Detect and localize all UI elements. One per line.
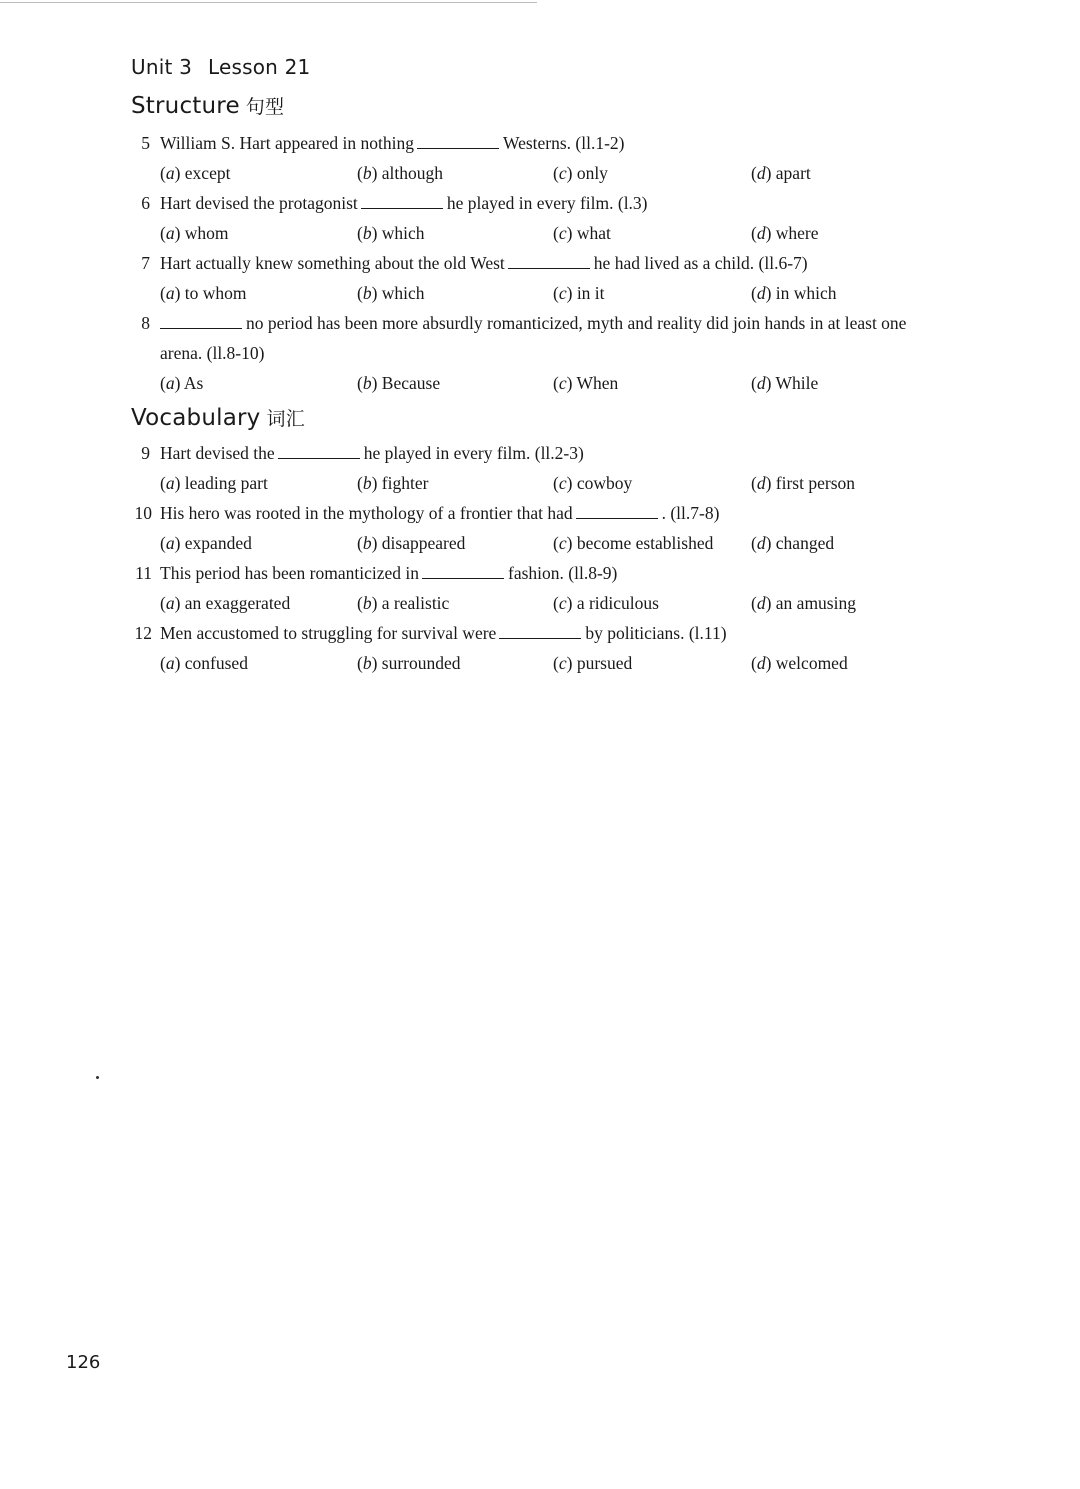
- option-letter: b: [362, 473, 372, 493]
- option-letter: b: [362, 533, 372, 553]
- option-letter: b: [362, 163, 372, 183]
- option-letter: d: [756, 533, 766, 553]
- question-number: 12: [134, 623, 152, 643]
- option-text: whom: [184, 223, 229, 243]
- option-a: (a) to whom: [160, 283, 247, 303]
- lesson-label: Lesson 21: [208, 55, 311, 79]
- option-text: disappeared: [381, 533, 466, 553]
- option-text: except: [184, 163, 231, 183]
- question-text-before: William S. Hart appeared in nothing: [160, 133, 414, 153]
- option-c: (c) a ridiculous: [553, 593, 659, 613]
- option-letter: c: [558, 163, 567, 183]
- option-c: (c) cowboy: [553, 473, 633, 493]
- question-number: 7: [141, 253, 150, 273]
- option-letter: b: [362, 653, 372, 673]
- option-text: fighter: [381, 473, 429, 493]
- option-b: (b) which: [357, 283, 425, 303]
- option-letter: a: [165, 163, 175, 183]
- option-text: surrounded: [381, 653, 461, 673]
- option-text: although: [381, 163, 444, 183]
- option-letter: a: [165, 283, 175, 303]
- option-letter: b: [362, 373, 372, 393]
- question-number: 10: [134, 503, 152, 523]
- option-text: what: [576, 223, 611, 243]
- stray-dot: [96, 1076, 99, 1079]
- option-c: (c) only: [553, 163, 608, 183]
- question-text: [160, 442, 584, 464]
- answer-blank: [508, 255, 590, 269]
- option-text: to whom: [184, 283, 247, 303]
- answer-blank: [278, 445, 360, 459]
- question-text: [160, 132, 625, 154]
- option-letter: d: [756, 373, 766, 393]
- option-d: (d) first person: [751, 473, 856, 493]
- option-letter: b: [362, 593, 372, 613]
- option-c: (c) become established: [553, 533, 714, 553]
- option-b: (b) a realistic: [357, 593, 450, 613]
- option-text: which: [381, 283, 425, 303]
- option-letter: c: [558, 223, 567, 243]
- section-title: [131, 404, 305, 431]
- option-letter: b: [362, 223, 372, 243]
- option-a: (a) except: [160, 163, 231, 183]
- option-text: leading part: [184, 473, 268, 493]
- option-c: (c) pursued: [553, 653, 633, 673]
- option-a: (a) expanded: [160, 533, 252, 553]
- question-text: [160, 622, 727, 644]
- option-letter: a: [165, 593, 175, 613]
- question-text: [160, 192, 648, 214]
- question-text-after: . (ll.7-8): [661, 503, 720, 523]
- question-text: [160, 562, 617, 584]
- option-text: become established: [576, 533, 714, 553]
- option-letter: d: [756, 593, 766, 613]
- option-letter: d: [756, 283, 766, 303]
- option-text: first person: [775, 473, 856, 493]
- option-text: which: [381, 223, 425, 243]
- question-continuation-text: arena. (ll.8-10): [160, 343, 265, 363]
- option-d: (d) in which: [751, 283, 837, 303]
- answer-blank: [576, 505, 658, 519]
- option-letter: c: [558, 533, 567, 553]
- question-text-before: Hart devised the protagonist: [160, 193, 358, 213]
- option-text: Because: [381, 373, 441, 393]
- section-title-en: Vocabulary: [131, 405, 261, 431]
- option-letter: c: [558, 473, 567, 493]
- option-text: welcomed: [775, 653, 848, 673]
- question-text-after: Westerns. (ll.1-2): [502, 133, 625, 153]
- option-b: (b) fighter: [357, 473, 429, 493]
- option-letter: c: [558, 283, 567, 303]
- option-text: an exaggerated: [184, 593, 291, 613]
- option-b: (b) disappeared: [357, 533, 466, 553]
- page-number: 126: [66, 1352, 101, 1373]
- option-text: where: [775, 223, 819, 243]
- option-d: (d) an amusing: [751, 593, 856, 613]
- question-text-after: he played in every film. (l.3): [446, 193, 648, 213]
- answer-blank: [417, 135, 499, 149]
- unit-label: Unit 3: [131, 55, 192, 79]
- option-c: (c) in it: [553, 283, 605, 303]
- section-title-en: Structure: [131, 93, 240, 119]
- question-text-after: he had lived as a child. (ll.6-7): [593, 253, 808, 273]
- option-text: pursued: [576, 653, 633, 673]
- option-b: (b) although: [357, 163, 444, 183]
- option-b: (b) Because: [357, 373, 441, 393]
- option-d: (d) changed: [751, 533, 835, 553]
- question-text-before: Men accustomed to struggling for survival were: [160, 623, 497, 643]
- question-text-after: he played in every film. (ll.2-3): [363, 443, 584, 463]
- option-letter: d: [756, 163, 766, 183]
- question-number: 5: [141, 133, 150, 153]
- option-letter: a: [165, 473, 175, 493]
- running-head: [131, 55, 310, 79]
- option-a: (a) As: [160, 373, 204, 393]
- question-number: 11: [135, 563, 152, 583]
- answer-blank: [422, 565, 504, 579]
- option-text: apart: [775, 163, 811, 183]
- option-letter: a: [165, 223, 175, 243]
- question-text: [160, 502, 719, 524]
- option-text: expanded: [184, 533, 252, 553]
- option-text: only: [576, 163, 608, 183]
- option-letter: c: [558, 593, 567, 613]
- option-b: (b) which: [357, 223, 425, 243]
- section-title-cn: 句型: [245, 96, 285, 118]
- option-c: (c) what: [553, 223, 611, 243]
- option-d: (d) While: [751, 373, 819, 393]
- question-text-before: Hart actually knew something about the old West: [160, 253, 505, 273]
- option-a: (a) confused: [160, 653, 248, 673]
- question-number: 8: [141, 313, 150, 333]
- question-number: 9: [141, 443, 150, 463]
- question-text: [160, 252, 808, 274]
- option-a: (a) leading part: [160, 473, 268, 493]
- option-text: While: [775, 373, 819, 393]
- option-text: changed: [775, 533, 835, 553]
- answer-blank: [499, 625, 581, 639]
- option-d: (d) welcomed: [751, 653, 848, 673]
- option-text: When: [576, 373, 619, 393]
- option-letter: b: [362, 283, 372, 303]
- option-text: in it: [576, 283, 605, 303]
- option-a: (a) an exaggerated: [160, 593, 291, 613]
- section-title-cn: 词汇: [266, 408, 305, 430]
- option-d: (d) where: [751, 223, 819, 243]
- option-d: (d) apart: [751, 163, 811, 183]
- option-letter: a: [165, 533, 175, 553]
- question-number: 6: [141, 193, 150, 213]
- question-text: [160, 312, 906, 334]
- answer-blank: [160, 315, 242, 329]
- question-text-after: no period has been more absurdly romanticized, myth and reality did join hands in at least one: [246, 313, 907, 333]
- option-letter: a: [165, 373, 175, 393]
- question-text-after: by politicians. (l.11): [585, 623, 727, 643]
- option-text: cowboy: [576, 473, 633, 493]
- answer-blank: [361, 195, 443, 209]
- section-title: [131, 92, 284, 119]
- option-letter: d: [756, 473, 766, 493]
- option-letter: c: [558, 653, 567, 673]
- option-letter: d: [756, 223, 766, 243]
- option-letter: d: [756, 653, 766, 673]
- option-c: (c) When: [553, 373, 619, 393]
- question-text-before: His hero was rooted in the mythology of a frontier that had: [160, 503, 573, 523]
- option-text: a ridiculous: [576, 593, 659, 613]
- question-text-before: Hart devised the: [160, 443, 275, 463]
- option-text: confused: [184, 653, 248, 673]
- option-text: As: [183, 373, 204, 393]
- option-letter: a: [165, 653, 175, 673]
- option-letter: c: [558, 373, 567, 393]
- question-text-before: This period has been romanticized in: [160, 563, 420, 583]
- option-a: (a) whom: [160, 223, 229, 243]
- option-text: in which: [775, 283, 837, 303]
- question-text-after: fashion. (ll.8-9): [508, 563, 618, 583]
- top-rule: [0, 2, 537, 3]
- option-text: an amusing: [775, 593, 856, 613]
- option-text: a realistic: [381, 593, 450, 613]
- option-b: (b) surrounded: [357, 653, 461, 673]
